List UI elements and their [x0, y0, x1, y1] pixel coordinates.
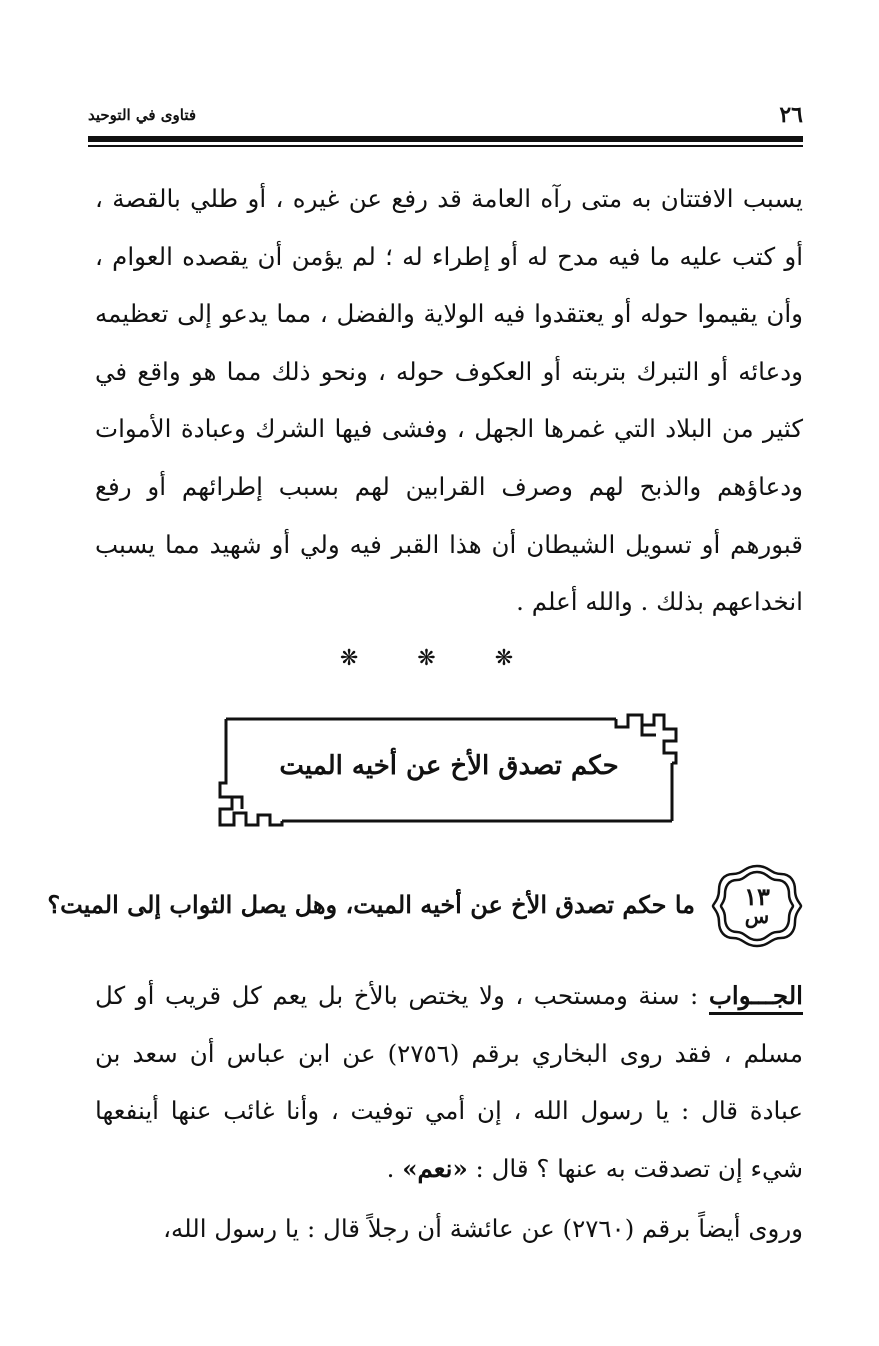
asterism-separator: ❋ ❋ ❋	[339, 646, 540, 671]
section-title-frame	[218, 713, 680, 829]
body-paragraph-3: وروى أيضاً برقم (٢٧٦٠) عن عائشة أن رجلاً قال : يا رسول الله،	[163, 1214, 803, 1243]
answer-paragraph	[95, 967, 803, 1197]
question-letter: س	[744, 904, 770, 928]
section-title: حكم تصدق الأخ عن أخيه الميت	[279, 751, 619, 781]
page-number: ٢٦	[779, 102, 803, 128]
header-rule	[88, 136, 803, 148]
answer-label: الجـــواب	[709, 981, 803, 1015]
question-badge	[711, 860, 803, 952]
question-number: ١٣	[744, 882, 770, 911]
question-row	[47, 860, 803, 952]
running-title: فتاوى في التوحيد	[88, 106, 197, 124]
page-header	[88, 102, 803, 130]
header-rule-thin	[88, 145, 803, 147]
body-paragraph-1: يسبب الافتتان به متى رآه العامة قد رفع عن غيره ، أو طلي بالقصة ، أو كتب عليه ما فيه مدح له أو إطراء له ؛ لم يؤمن أن يقصده العوام ، وأن يقيموا حوله أو يعتقدوا فيه الولاية والفضل ، مما يدعو إلى تعظيمه ودعائه أو التبرك بتربته أو العكوف حوله ، ونحو ذلك مما هو واقع في كثير من البلاد التي غمرها الجهل ، وفشى فيها الشرك وعبادة الأموات ودعاؤهم والذبح لهم وصرف القرابين لهم بسبب إطرائهم أو رفع قبورهم أو تسويل الشيطان أن هذا القبر فيه ولي أو شهيد مما يسبب انخداعهم بذلك . والله أعلم .	[95, 184, 803, 617]
question-text: ما حكم تصدق الأخ عن أخيه الميت، وهل يصل الثواب إلى الميت؟	[47, 890, 695, 919]
answer-end: .	[386, 1153, 403, 1183]
answer-colon: :	[679, 981, 709, 1010]
answer-quote: «نعم»	[402, 1153, 468, 1183]
answer-text: سنة ومستحب ، ولا يختص بالأخ بل يعم كل قريب أو كل مسلم ، فقد روى البخاري برقم (٢٧٥٦) عن ابن عباس أن سعد بن عبادة قال : يا رسول الله ، إن أمي توفيت ، وأنا غائب عنها أينفعها شيء إن تصدقت به عنها ؟ قال :	[95, 981, 803, 1183]
header-rule-thick	[88, 136, 803, 142]
